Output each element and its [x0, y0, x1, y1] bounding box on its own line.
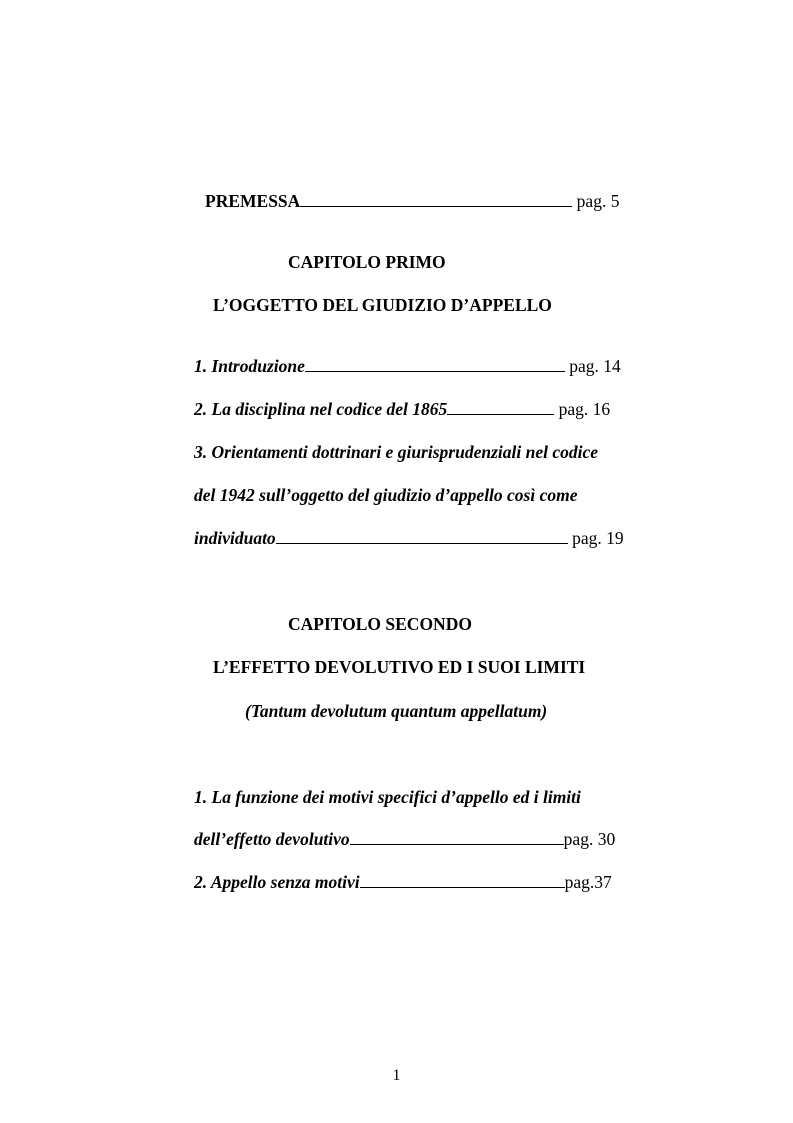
leader-line [300, 191, 572, 207]
toc-entry [194, 355, 621, 377]
toc-entry-page: pag. 19 [572, 528, 624, 548]
toc-entry-label: PREMESSA [205, 191, 301, 211]
toc-entry [194, 871, 612, 893]
toc-entry-label: 1. Introduzione [194, 356, 305, 376]
chapter-subtitle: (Tantum devolutum quantum appellatum) [245, 701, 548, 721]
chapter-title: L’OGGETTO DEL GIUDIZIO D’APPELLO [213, 295, 552, 315]
leader-line [305, 356, 565, 372]
chapter-title: L’EFFETTO DEVOLUTIVO ED I SUOI LIMITI [213, 657, 586, 677]
toc-entry [194, 828, 615, 850]
toc-entry-page: pag.37 [564, 872, 612, 892]
toc-entry-page: pag. 14 [569, 356, 621, 376]
leader-line [276, 528, 568, 544]
toc-entry-label: dell’effetto devolutivo [194, 829, 350, 849]
toc-entry-line: 1. La funzione dei motivi specifici d’appello ed i limiti [194, 787, 581, 807]
leader-line [350, 829, 564, 845]
chapter-heading: CAPITOLO SECONDO [288, 614, 472, 634]
toc-entry-line: del 1942 sull’oggetto del giudizio d’appello così come [194, 485, 578, 505]
chapter-heading: CAPITOLO PRIMO [288, 252, 446, 272]
toc-entry-premessa [205, 190, 619, 212]
toc-entry-page: pag. 30 [563, 829, 616, 849]
leader-line [360, 872, 565, 888]
toc-entry-label: 2. La disciplina nel codice del 1865 [194, 399, 448, 419]
toc-entry-label: 2. Appello senza motivi [194, 872, 360, 892]
toc-entry-page: pag. 16 [558, 399, 611, 419]
page-number: 1 [392, 1067, 401, 1084]
toc-entry-line: 3. Orientamenti dottrinari e giurisprudenziali nel codice [194, 442, 598, 462]
toc-entry-label: individuato [194, 528, 276, 548]
toc-entry [194, 527, 624, 549]
leader-line [447, 399, 554, 415]
toc-entry-page: pag. 5 [576, 191, 620, 211]
toc-entry [194, 398, 610, 420]
